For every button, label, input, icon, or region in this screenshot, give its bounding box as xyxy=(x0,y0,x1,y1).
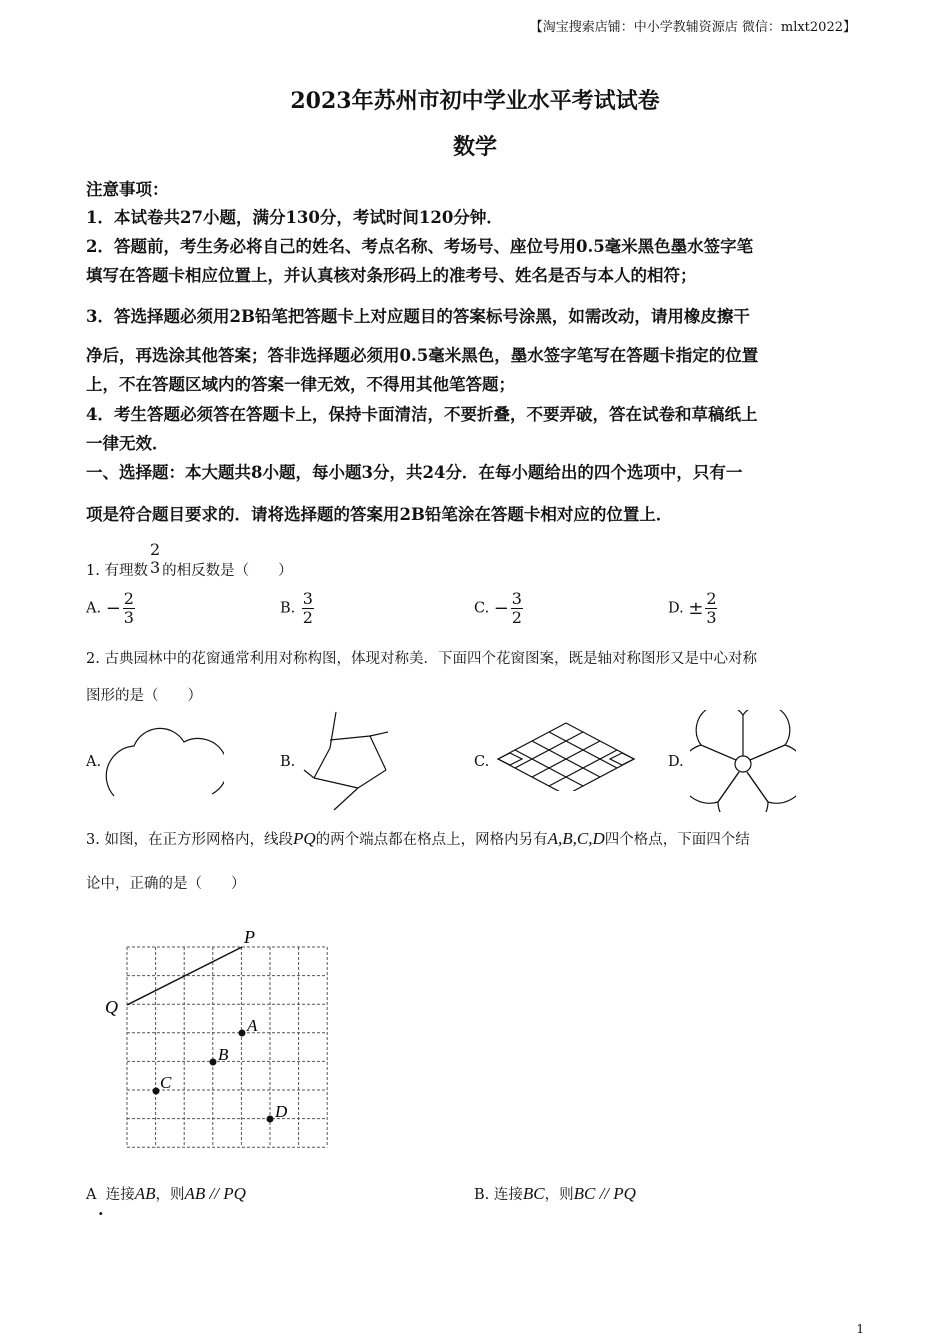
q2-option-d-label[interactable]: D. xyxy=(668,754,684,770)
q2-option-c-label[interactable]: C. xyxy=(474,754,490,770)
q2-figure-c xyxy=(496,721,636,791)
option-text: 连接 xyxy=(493,1187,523,1203)
option-label: B. xyxy=(474,1187,490,1203)
option-then: ，则 xyxy=(544,1187,574,1203)
option-label: A. xyxy=(86,600,102,617)
q3-text-a: 3. 如图，在正方形网格内，线段 xyxy=(86,832,293,848)
frac-den: 2 xyxy=(302,608,313,627)
q3-option-a[interactable] xyxy=(86,1183,246,1204)
q1-frac-den: 3 xyxy=(149,558,161,577)
q1-option-d[interactable] xyxy=(668,590,719,627)
option-then: ，则 xyxy=(155,1187,185,1203)
q2-option-a-label[interactable]: A. xyxy=(86,754,102,770)
label-b: B xyxy=(218,1045,229,1064)
notice-item-1: 1．本试卷共27小题，满分130分，考试时间120分钟． xyxy=(86,208,503,227)
option-label: D. xyxy=(668,600,684,617)
q3-points: A,B,C,D xyxy=(547,829,605,848)
option-sign: − xyxy=(493,598,509,619)
notice-item-3a: 3．答选择题必须用2B铅笔把答题卡上对应题目的答案标号涂黑，如需改动，请用橡皮擦干 xyxy=(86,307,750,326)
frac-num: 3 xyxy=(302,589,313,608)
option-fraction xyxy=(123,590,135,627)
q3-text-c: 四个格点，下面四个结 xyxy=(604,832,750,848)
option-relation: AB // PQ xyxy=(184,1184,246,1203)
option-text: 连接 xyxy=(105,1187,135,1203)
frac-den: 2 xyxy=(511,608,522,627)
frac-den: 3 xyxy=(706,608,717,627)
notice-item-2b: 填写在答题卡相应位置上，并认真核对条形码上的准考号、姓名是否与本人的相符； xyxy=(86,266,697,285)
option-sign: ± xyxy=(688,598,704,619)
frac-num: 3 xyxy=(511,589,522,608)
section1-line2: 项是符合题目要求的．请将选择题的答案用2B铅笔涂在答题卡相对应的位置上． xyxy=(86,505,673,524)
point-a xyxy=(239,1030,246,1037)
q3-grid-figure xyxy=(100,925,340,1155)
notice-item-3b: 净后，再选涂其他答案；答非选择题必须用0.5毫米黑色，墨水签字笔写在答题卡指定的位置 xyxy=(86,346,759,365)
option-seg: AB xyxy=(134,1184,156,1203)
label-a: A xyxy=(247,1016,258,1035)
q1-frac-num: 2 xyxy=(149,540,161,559)
notice-item-4b: 一律无效． xyxy=(86,434,169,453)
stray-dot: . xyxy=(98,1200,104,1219)
label-p: P xyxy=(244,927,255,947)
q3-text-b: 的两个端点都在格点上，网格内另有 xyxy=(315,832,548,848)
exam-title: 2023年苏州市初中学业水平考试试卷 xyxy=(290,88,660,114)
option-label: C. xyxy=(474,600,490,617)
point-c xyxy=(153,1088,160,1095)
option-fraction xyxy=(511,590,523,627)
frac-den: 3 xyxy=(123,608,134,627)
page-number: 1 xyxy=(856,1322,864,1336)
q2-figure-d xyxy=(690,710,796,812)
label-q: Q xyxy=(105,997,118,1017)
notice-heading: 注意事项： xyxy=(86,180,169,199)
question-1 xyxy=(86,541,866,580)
option-seg: BC xyxy=(522,1184,545,1203)
notice-item-2a: 2．答题前，考生务必将自己的姓名、考点名称、考场号、座位号用0.5毫米黑色墨水签字笔 xyxy=(86,237,754,256)
q1-option-a[interactable] xyxy=(86,590,137,627)
option-sign: − xyxy=(105,598,121,619)
q3-line2: 论中，正确的是（ ） xyxy=(86,876,246,892)
option-fraction xyxy=(302,590,314,627)
subject-title: 数学 xyxy=(452,134,497,160)
q3-option-b[interactable] xyxy=(474,1183,636,1204)
page-header: 【淘宝搜索店铺：中小学教辅资源店 微信：mlxt2022】 xyxy=(529,20,856,35)
q1-option-b[interactable] xyxy=(280,590,316,627)
q1-option-c[interactable] xyxy=(474,590,525,627)
notice-item-4a: 4．考生答题必须答在答题卡上，保持卡面清洁，不要折叠，不要弄破，答在试卷和草稿纸上 xyxy=(86,405,758,424)
frac-num: 2 xyxy=(123,589,134,608)
q1-fraction xyxy=(150,541,160,577)
option-label: B. xyxy=(280,600,296,617)
label-c: C xyxy=(160,1073,172,1092)
q1-suffix: 的相反数是（ ） xyxy=(162,563,293,579)
q2-line1: 2. 古典园林中的花窗通常利用对称构图，体现对称美．下面四个花窗图案，既是轴对称图形又是中心对称 xyxy=(86,651,757,667)
point-d xyxy=(267,1116,274,1123)
option-label: A xyxy=(86,1187,97,1203)
option-fraction xyxy=(705,590,717,627)
option-relation: BC // PQ xyxy=(573,1184,636,1203)
q2-line2: 图形的是（ ） xyxy=(86,688,202,704)
q2-figure-b xyxy=(302,710,392,814)
section1-line1: 一、选择题：本大题共8小题，每小题3分，共24分．在每小题给出的四个选项中，只有一 xyxy=(86,463,743,482)
point-b xyxy=(210,1059,217,1066)
q3-seg-pq: PQ xyxy=(292,829,316,848)
notice-item-3c: 上，不在答题区域内的答案一律无效，不得用其他笔答题； xyxy=(86,375,515,394)
frac-num: 2 xyxy=(706,589,717,608)
q2-figure-a xyxy=(104,718,224,804)
label-d: D xyxy=(275,1102,288,1121)
q3-line1 xyxy=(86,828,866,849)
q2-option-b-label[interactable]: B. xyxy=(280,754,296,770)
q1-prefix: 1. 有理数 xyxy=(86,563,148,579)
